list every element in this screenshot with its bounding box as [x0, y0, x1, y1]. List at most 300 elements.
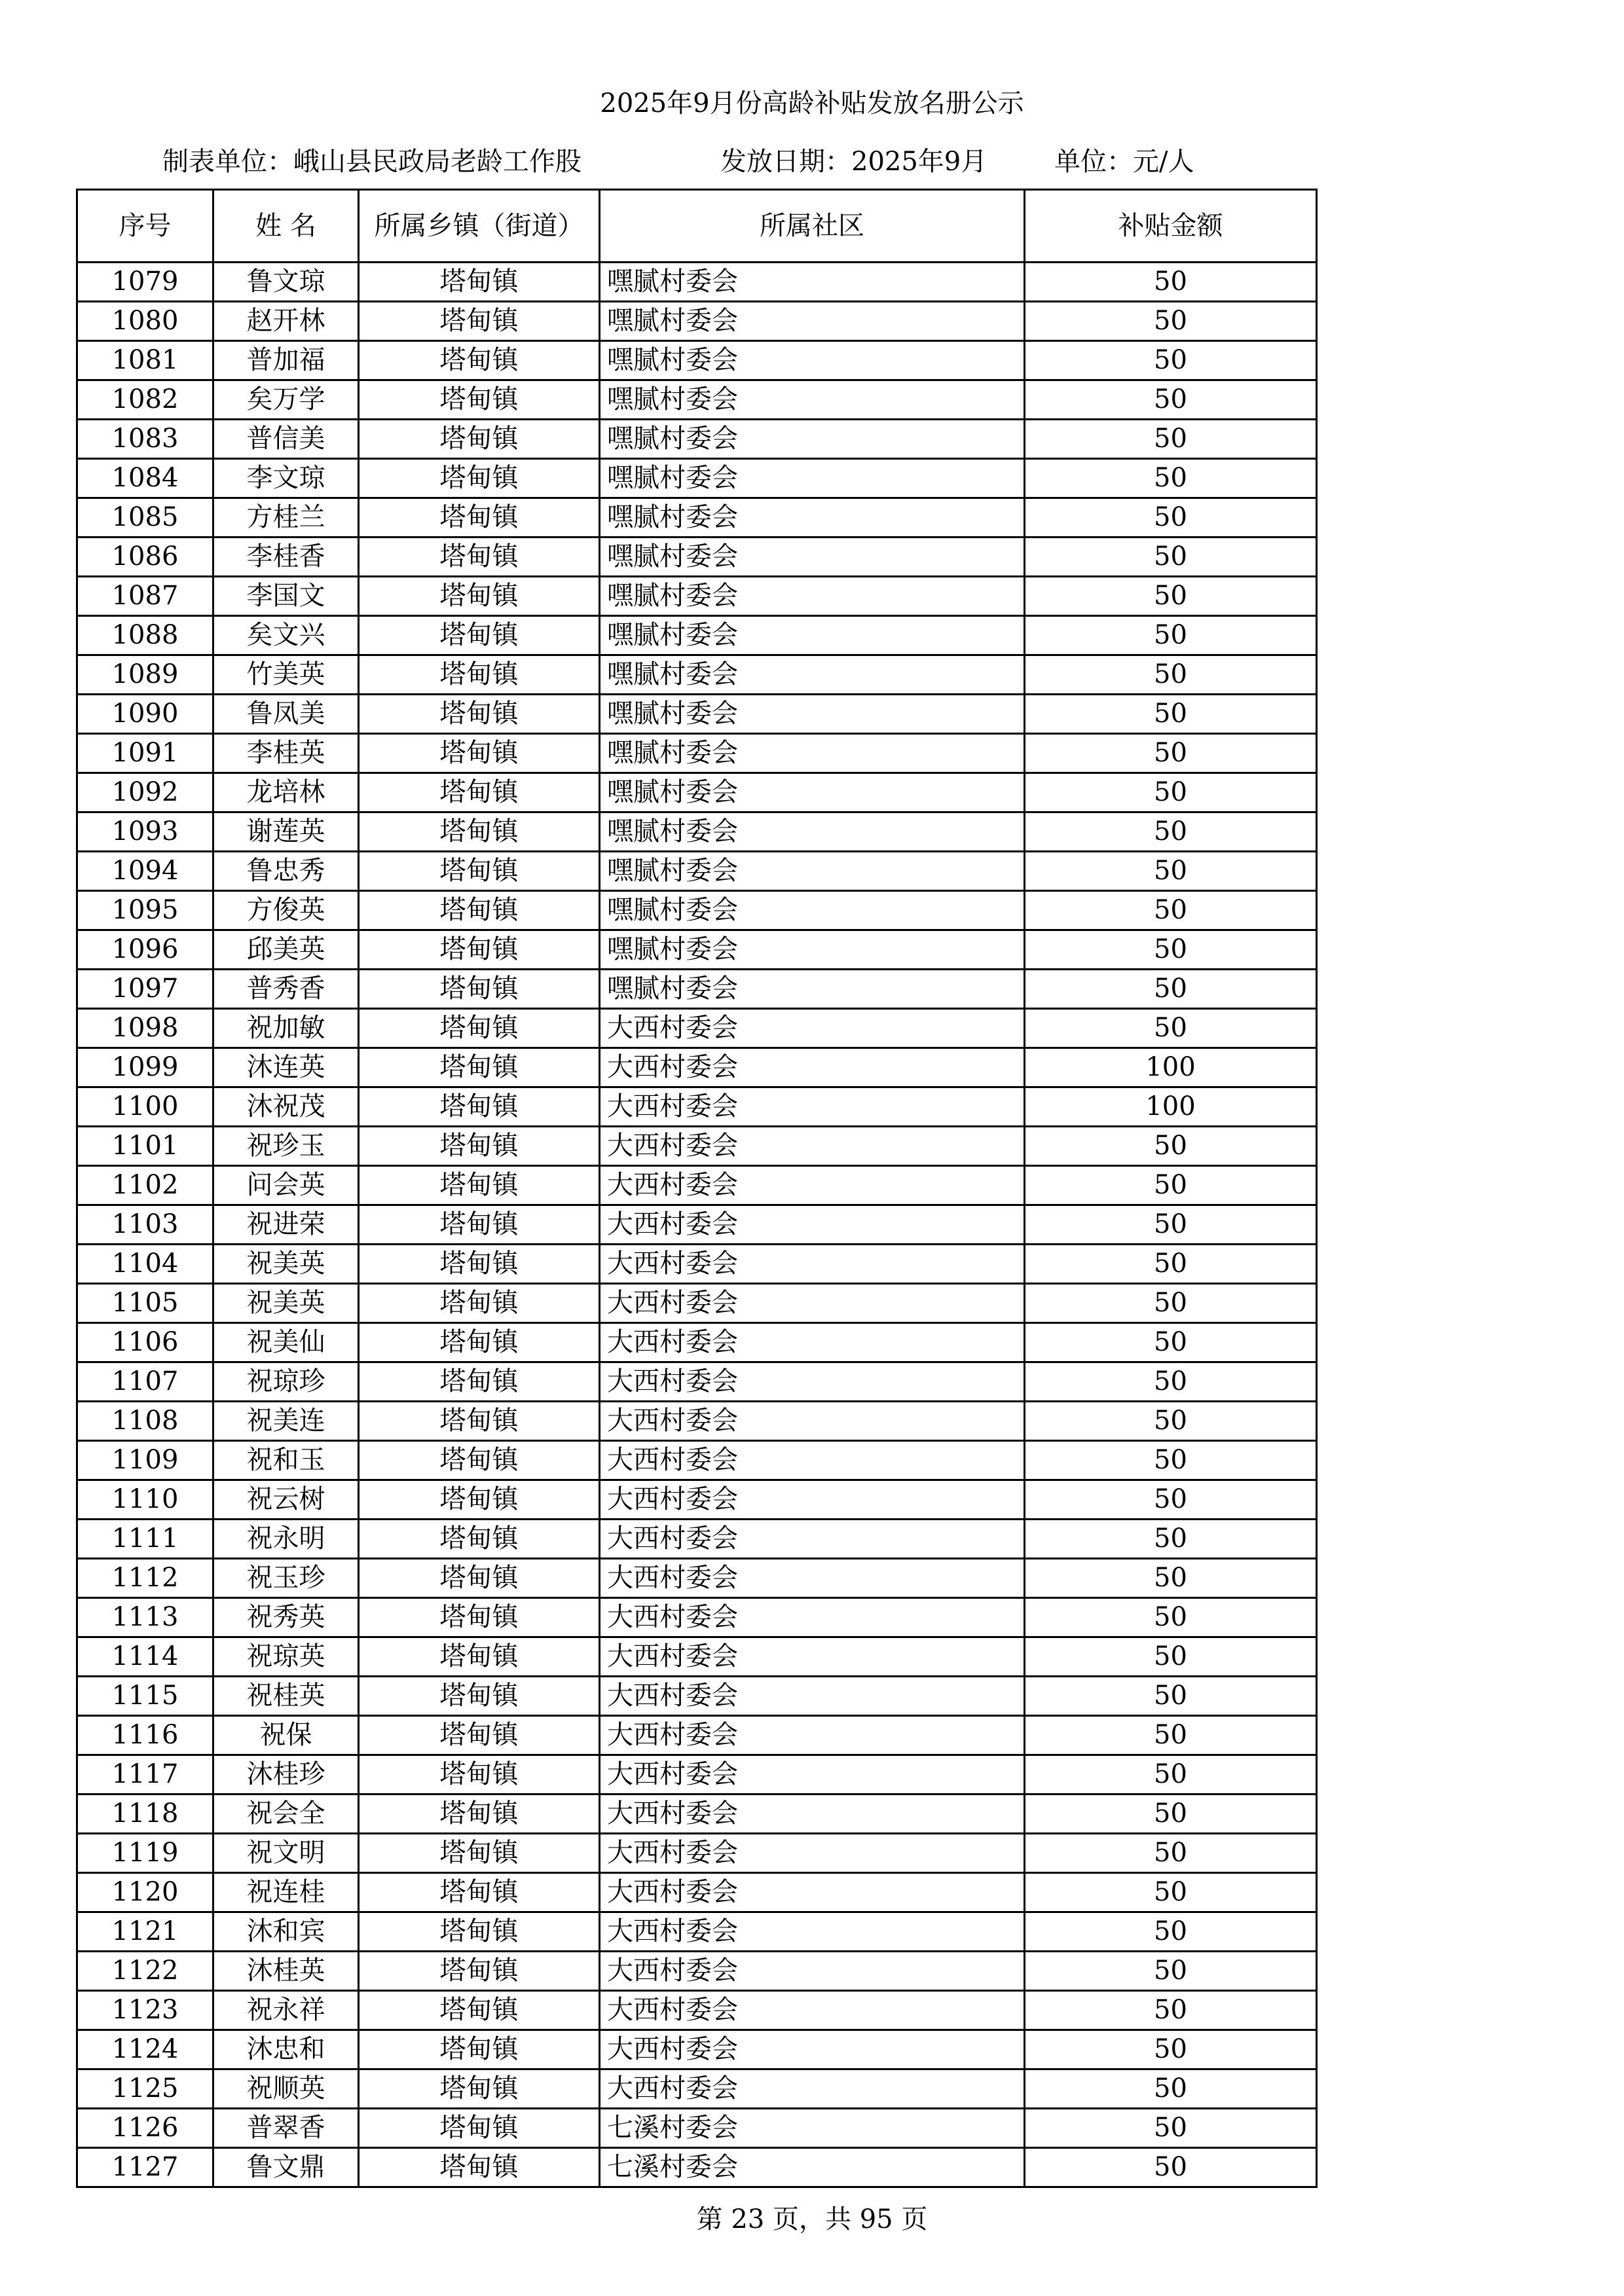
township-cell: 塔甸镇: [359, 1166, 600, 1205]
amount-cell: 50: [1025, 263, 1317, 302]
name-cell: 竹美英: [213, 655, 359, 695]
community-cell: 大西村委会: [600, 1912, 1025, 1952]
serial-number-cell: 1123: [77, 1991, 213, 2030]
name-cell: 沐桂珍: [213, 1755, 359, 1795]
community-cell: 嘿腻村委会: [600, 891, 1025, 930]
township-cell: 塔甸镇: [359, 1520, 600, 1559]
community-cell: 大西村委会: [600, 1245, 1025, 1284]
community-cell: 大西村委会: [600, 1009, 1025, 1048]
name-cell: 沐和宾: [213, 1912, 359, 1952]
community-cell: 大西村委会: [600, 1127, 1025, 1166]
name-cell: 矣万学: [213, 380, 359, 420]
name-cell: 祝进荣: [213, 1205, 359, 1245]
table-row: [77, 1284, 1317, 1323]
serial-number-cell: 1112: [77, 1559, 213, 1598]
amount-unit: 单位：元/人: [1054, 147, 1194, 177]
name-cell: 祝桂英: [213, 1677, 359, 1716]
name-cell: 祝顺英: [213, 2069, 359, 2109]
serial-number-cell: 1083: [77, 420, 213, 459]
serial-number-cell: 1088: [77, 616, 213, 655]
serial-number-cell: 1118: [77, 1795, 213, 1834]
table-row: [77, 1009, 1317, 1048]
amount-cell: 50: [1025, 2148, 1317, 2187]
table-row: [77, 1795, 1317, 1834]
township-cell: 塔甸镇: [359, 1087, 600, 1127]
amount-cell: 50: [1025, 302, 1317, 341]
community-cell: 大西村委会: [600, 1952, 1025, 1991]
amount-cell: 50: [1025, 616, 1317, 655]
amount-cell: 50: [1025, 1834, 1317, 1873]
table-body: [77, 263, 1317, 2187]
table-row: [77, 655, 1317, 695]
community-cell: 大西村委会: [600, 1991, 1025, 2030]
name-cell: 祝秀英: [213, 1598, 359, 1637]
amount-cell: 50: [1025, 1362, 1317, 1402]
name-cell: 鲁忠秀: [213, 852, 359, 891]
table-row: [77, 1637, 1317, 1677]
township-cell: 塔甸镇: [359, 263, 600, 302]
township-cell: 塔甸镇: [359, 1834, 600, 1873]
community-cell: 嘿腻村委会: [600, 930, 1025, 970]
community-cell: 大西村委会: [600, 1598, 1025, 1637]
township-cell: 塔甸镇: [359, 1873, 600, 1912]
name-cell: 祝文明: [213, 1834, 359, 1873]
township-cell: 塔甸镇: [359, 1637, 600, 1677]
table-row: [77, 1834, 1317, 1873]
amount-cell: 50: [1025, 773, 1317, 812]
name-cell: 祝美连: [213, 1402, 359, 1441]
header-serial-number: 序号: [77, 190, 213, 263]
table-row: [77, 2030, 1317, 2069]
name-cell: 祝玉珍: [213, 1559, 359, 1598]
table-row: [77, 420, 1317, 459]
amount-cell: 50: [1025, 1166, 1317, 1205]
serial-number-cell: 1114: [77, 1637, 213, 1677]
serial-number-cell: 1108: [77, 1402, 213, 1441]
township-cell: 塔甸镇: [359, 1048, 600, 1087]
amount-cell: 50: [1025, 1912, 1317, 1952]
name-cell: 沐连英: [213, 1048, 359, 1087]
amount-cell: 50: [1025, 420, 1317, 459]
issue-date: 发放日期：2025年9月: [720, 147, 987, 177]
serial-number-cell: 1105: [77, 1284, 213, 1323]
name-cell: 鲁文琼: [213, 263, 359, 302]
serial-number-cell: 1106: [77, 1323, 213, 1362]
serial-number-cell: 1113: [77, 1598, 213, 1637]
amount-cell: 50: [1025, 1009, 1317, 1048]
amount-cell: 50: [1025, 538, 1317, 577]
name-cell: 李桂香: [213, 538, 359, 577]
header-name: 姓 名: [213, 190, 359, 263]
serial-number-cell: 1122: [77, 1952, 213, 1991]
serial-number-cell: 1117: [77, 1755, 213, 1795]
table-row: [77, 1991, 1317, 2030]
amount-cell: 50: [1025, 1205, 1317, 1245]
table-row: [77, 302, 1317, 341]
table-row: [77, 812, 1317, 852]
township-cell: 塔甸镇: [359, 2069, 600, 2109]
issuing-unit: 制表单位：峨山县民政局老龄工作股: [162, 147, 581, 177]
amount-cell: 50: [1025, 1284, 1317, 1323]
community-cell: 大西村委会: [600, 1795, 1025, 1834]
table-row: [77, 341, 1317, 380]
table-row: [77, 1087, 1317, 1127]
name-cell: 祝琼珍: [213, 1362, 359, 1402]
serial-number-cell: 1109: [77, 1441, 213, 1480]
township-cell: 塔甸镇: [359, 1677, 600, 1716]
township-cell: 塔甸镇: [359, 1441, 600, 1480]
serial-number-cell: 1084: [77, 459, 213, 498]
serial-number-cell: 1092: [77, 773, 213, 812]
township-cell: 塔甸镇: [359, 1912, 600, 1952]
community-cell: 七溪村委会: [600, 2109, 1025, 2148]
name-cell: 普翠香: [213, 2109, 359, 2148]
township-cell: 塔甸镇: [359, 2109, 600, 2148]
township-cell: 塔甸镇: [359, 852, 600, 891]
amount-cell: 100: [1025, 1087, 1317, 1127]
serial-number-cell: 1101: [77, 1127, 213, 1166]
township-cell: 塔甸镇: [359, 1362, 600, 1402]
amount-cell: 50: [1025, 498, 1317, 538]
community-cell: 大西村委会: [600, 1677, 1025, 1716]
table-row: [77, 538, 1317, 577]
township-cell: 塔甸镇: [359, 616, 600, 655]
table-row: [77, 734, 1317, 773]
table-row: [77, 459, 1317, 498]
amount-cell: 50: [1025, 1441, 1317, 1480]
serial-number-cell: 1127: [77, 2148, 213, 2187]
amount-cell: 50: [1025, 734, 1317, 773]
serial-number-cell: 1089: [77, 655, 213, 695]
amount-cell: 50: [1025, 970, 1317, 1009]
name-cell: 普秀香: [213, 970, 359, 1009]
name-cell: 祝会全: [213, 1795, 359, 1834]
community-cell: 嘿腻村委会: [600, 498, 1025, 538]
serial-number-cell: 1096: [77, 930, 213, 970]
table-row: [77, 695, 1317, 734]
amount-cell: 50: [1025, 2069, 1317, 2109]
serial-number-cell: 1111: [77, 1520, 213, 1559]
township-cell: 塔甸镇: [359, 1795, 600, 1834]
community-cell: 大西村委会: [600, 1362, 1025, 1402]
serial-number-cell: 1081: [77, 341, 213, 380]
township-cell: 塔甸镇: [359, 1991, 600, 2030]
township-cell: 塔甸镇: [359, 1480, 600, 1520]
amount-cell: 50: [1025, 1520, 1317, 1559]
community-cell: 嘿腻村委会: [600, 302, 1025, 341]
serial-number-cell: 1090: [77, 695, 213, 734]
community-cell: 大西村委会: [600, 1284, 1025, 1323]
amount-cell: 50: [1025, 891, 1317, 930]
amount-cell: 50: [1025, 459, 1317, 498]
community-cell: 大西村委会: [600, 2069, 1025, 2109]
table-row: [77, 2069, 1317, 2109]
amount-cell: 50: [1025, 1480, 1317, 1520]
table-row: [77, 930, 1317, 970]
amount-cell: 50: [1025, 1991, 1317, 2030]
name-cell: 祝保: [213, 1716, 359, 1755]
amount-cell: 50: [1025, 1598, 1317, 1637]
community-cell: 七溪村委会: [600, 2148, 1025, 2187]
name-cell: 祝连桂: [213, 1873, 359, 1912]
name-cell: 沐祝茂: [213, 1087, 359, 1127]
name-cell: 赵开林: [213, 302, 359, 341]
township-cell: 塔甸镇: [359, 891, 600, 930]
serial-number-cell: 1119: [77, 1834, 213, 1873]
serial-number-cell: 1104: [77, 1245, 213, 1284]
community-cell: 大西村委会: [600, 1716, 1025, 1755]
township-cell: 塔甸镇: [359, 1598, 600, 1637]
community-cell: 嘿腻村委会: [600, 734, 1025, 773]
amount-cell: 50: [1025, 1637, 1317, 1677]
table-row: [77, 263, 1317, 302]
serial-number-cell: 1116: [77, 1716, 213, 1755]
name-cell: 祝美英: [213, 1284, 359, 1323]
table-row: [77, 773, 1317, 812]
township-cell: 塔甸镇: [359, 577, 600, 616]
amount-cell: 50: [1025, 1402, 1317, 1441]
table-row: [77, 380, 1317, 420]
township-cell: 塔甸镇: [359, 380, 600, 420]
name-cell: 普加福: [213, 341, 359, 380]
amount-cell: 50: [1025, 2030, 1317, 2069]
township-cell: 塔甸镇: [359, 930, 600, 970]
serial-number-cell: 1103: [77, 1205, 213, 1245]
header-township: 所属乡镇（街道）: [359, 190, 600, 263]
amount-cell: 50: [1025, 1127, 1317, 1166]
name-cell: 方桂兰: [213, 498, 359, 538]
table-row: [77, 498, 1317, 538]
serial-number-cell: 1095: [77, 891, 213, 930]
name-cell: 祝琼英: [213, 1637, 359, 1677]
township-cell: 塔甸镇: [359, 1009, 600, 1048]
serial-number-cell: 1102: [77, 1166, 213, 1205]
name-cell: 祝和玉: [213, 1441, 359, 1480]
serial-number-cell: 1082: [77, 380, 213, 420]
serial-number-cell: 1098: [77, 1009, 213, 1048]
township-cell: 塔甸镇: [359, 1755, 600, 1795]
township-cell: 塔甸镇: [359, 1205, 600, 1245]
community-cell: 嘿腻村委会: [600, 695, 1025, 734]
township-cell: 塔甸镇: [359, 1323, 600, 1362]
township-cell: 塔甸镇: [359, 1127, 600, 1166]
table-row: [77, 1441, 1317, 1480]
township-cell: 塔甸镇: [359, 420, 600, 459]
name-cell: 祝永祥: [213, 1991, 359, 2030]
table-row: [77, 1127, 1317, 1166]
township-cell: 塔甸镇: [359, 302, 600, 341]
table-row: [77, 1166, 1317, 1205]
amount-cell: 50: [1025, 341, 1317, 380]
subsidy-roster-table: [76, 189, 1318, 2188]
amount-cell: 50: [1025, 1323, 1317, 1362]
name-cell: 矣文兴: [213, 616, 359, 655]
community-cell: 大西村委会: [600, 1205, 1025, 1245]
township-cell: 塔甸镇: [359, 695, 600, 734]
table-row: [77, 891, 1317, 930]
serial-number-cell: 1086: [77, 538, 213, 577]
header-subsidy-amount: 补贴金额: [1025, 190, 1317, 263]
amount-cell: 50: [1025, 852, 1317, 891]
serial-number-cell: 1085: [77, 498, 213, 538]
township-cell: 塔甸镇: [359, 2030, 600, 2069]
community-cell: 大西村委会: [600, 1755, 1025, 1795]
amount-cell: 100: [1025, 1048, 1317, 1087]
table-row: [77, 1048, 1317, 1087]
community-cell: 大西村委会: [600, 1166, 1025, 1205]
amount-cell: 50: [1025, 2109, 1317, 2148]
community-cell: 嘿腻村委会: [600, 420, 1025, 459]
table-row: [77, 2148, 1317, 2187]
township-cell: 塔甸镇: [359, 1284, 600, 1323]
community-cell: 嘿腻村委会: [600, 812, 1025, 852]
serial-number-cell: 1115: [77, 1677, 213, 1716]
serial-number-cell: 1094: [77, 852, 213, 891]
township-cell: 塔甸镇: [359, 773, 600, 812]
serial-number-cell: 1100: [77, 1087, 213, 1127]
serial-number-cell: 1079: [77, 263, 213, 302]
serial-number-cell: 1126: [77, 2109, 213, 2148]
serial-number-cell: 1121: [77, 1912, 213, 1952]
name-cell: 方俊英: [213, 891, 359, 930]
community-cell: 大西村委会: [600, 1480, 1025, 1520]
amount-cell: 50: [1025, 1677, 1317, 1716]
name-cell: 祝美仙: [213, 1323, 359, 1362]
name-cell: 李文琼: [213, 459, 359, 498]
township-cell: 塔甸镇: [359, 1245, 600, 1284]
table-row: [77, 1677, 1317, 1716]
community-cell: 嘿腻村委会: [600, 616, 1025, 655]
page-title: 2025年9月份高龄补贴发放名册公示: [600, 88, 1024, 118]
township-cell: 塔甸镇: [359, 538, 600, 577]
township-cell: 塔甸镇: [359, 341, 600, 380]
township-cell: 塔甸镇: [359, 498, 600, 538]
table-row: [77, 1598, 1317, 1637]
serial-number-cell: 1110: [77, 1480, 213, 1520]
community-cell: 嘿腻村委会: [600, 970, 1025, 1009]
name-cell: 沐桂英: [213, 1952, 359, 1991]
township-cell: 塔甸镇: [359, 655, 600, 695]
page-number: 第 23 页，共 95 页: [696, 2204, 928, 2234]
community-cell: 嘿腻村委会: [600, 538, 1025, 577]
amount-cell: 50: [1025, 1952, 1317, 1991]
serial-number-cell: 1107: [77, 1362, 213, 1402]
amount-cell: 50: [1025, 1755, 1317, 1795]
name-cell: 普信美: [213, 420, 359, 459]
serial-number-cell: 1120: [77, 1873, 213, 1912]
township-cell: 塔甸镇: [359, 1716, 600, 1755]
amount-cell: 50: [1025, 1795, 1317, 1834]
serial-number-cell: 1087: [77, 577, 213, 616]
header-community: 所属社区: [600, 190, 1025, 263]
name-cell: 祝美英: [213, 1245, 359, 1284]
community-cell: 嘿腻村委会: [600, 577, 1025, 616]
township-cell: 塔甸镇: [359, 1402, 600, 1441]
table-row: [77, 2109, 1317, 2148]
amount-cell: 50: [1025, 380, 1317, 420]
table-row: [77, 1912, 1317, 1952]
community-cell: 大西村委会: [600, 1520, 1025, 1559]
table-row: [77, 1205, 1317, 1245]
community-cell: 大西村委会: [600, 1637, 1025, 1677]
community-cell: 嘿腻村委会: [600, 459, 1025, 498]
table-row: [77, 1362, 1317, 1402]
amount-cell: 50: [1025, 695, 1317, 734]
amount-cell: 50: [1025, 577, 1317, 616]
table-row: [77, 1402, 1317, 1441]
name-cell: 谢莲英: [213, 812, 359, 852]
name-cell: 龙培林: [213, 773, 359, 812]
amount-cell: 50: [1025, 1245, 1317, 1284]
serial-number-cell: 1097: [77, 970, 213, 1009]
name-cell: 鲁凤美: [213, 695, 359, 734]
name-cell: 祝珍玉: [213, 1127, 359, 1166]
table-row: [77, 616, 1317, 655]
name-cell: 祝云树: [213, 1480, 359, 1520]
amount-cell: 50: [1025, 930, 1317, 970]
serial-number-cell: 1124: [77, 2030, 213, 2069]
township-cell: 塔甸镇: [359, 734, 600, 773]
township-cell: 塔甸镇: [359, 1559, 600, 1598]
table-row: [77, 1245, 1317, 1284]
table-row: [77, 1755, 1317, 1795]
community-cell: 大西村委会: [600, 1048, 1025, 1087]
name-cell: 沐忠和: [213, 2030, 359, 2069]
community-cell: 大西村委会: [600, 2030, 1025, 2069]
community-cell: 嘿腻村委会: [600, 852, 1025, 891]
name-cell: 问会英: [213, 1166, 359, 1205]
serial-number-cell: 1091: [77, 734, 213, 773]
community-cell: 嘿腻村委会: [600, 341, 1025, 380]
table-header-row: [77, 190, 1317, 263]
community-cell: 嘿腻村委会: [600, 655, 1025, 695]
community-cell: 嘿腻村委会: [600, 773, 1025, 812]
amount-cell: 50: [1025, 1716, 1317, 1755]
name-cell: 祝加敏: [213, 1009, 359, 1048]
table-row: [77, 1952, 1317, 1991]
table-row: [77, 1323, 1317, 1362]
name-cell: 李国文: [213, 577, 359, 616]
community-cell: 嘿腻村委会: [600, 380, 1025, 420]
name-cell: 鲁文鼎: [213, 2148, 359, 2187]
table-row: [77, 852, 1317, 891]
amount-cell: 50: [1025, 655, 1317, 695]
table-row: [77, 1520, 1317, 1559]
serial-number-cell: 1125: [77, 2069, 213, 2109]
township-cell: 塔甸镇: [359, 1952, 600, 1991]
table-row: [77, 1716, 1317, 1755]
township-cell: 塔甸镇: [359, 459, 600, 498]
community-cell: 大西村委会: [600, 1087, 1025, 1127]
amount-cell: 50: [1025, 812, 1317, 852]
serial-number-cell: 1099: [77, 1048, 213, 1087]
table-row: [77, 577, 1317, 616]
table-row: [77, 970, 1317, 1009]
township-cell: 塔甸镇: [359, 970, 600, 1009]
name-cell: 李桂英: [213, 734, 359, 773]
township-cell: 塔甸镇: [359, 2148, 600, 2187]
amount-cell: 50: [1025, 1873, 1317, 1912]
serial-number-cell: 1080: [77, 302, 213, 341]
community-cell: 大西村委会: [600, 1559, 1025, 1598]
community-cell: 大西村委会: [600, 1834, 1025, 1873]
amount-cell: 50: [1025, 1559, 1317, 1598]
serial-number-cell: 1093: [77, 812, 213, 852]
table-row: [77, 1559, 1317, 1598]
community-cell: 大西村委会: [600, 1873, 1025, 1912]
township-cell: 塔甸镇: [359, 812, 600, 852]
table-row: [77, 1480, 1317, 1520]
